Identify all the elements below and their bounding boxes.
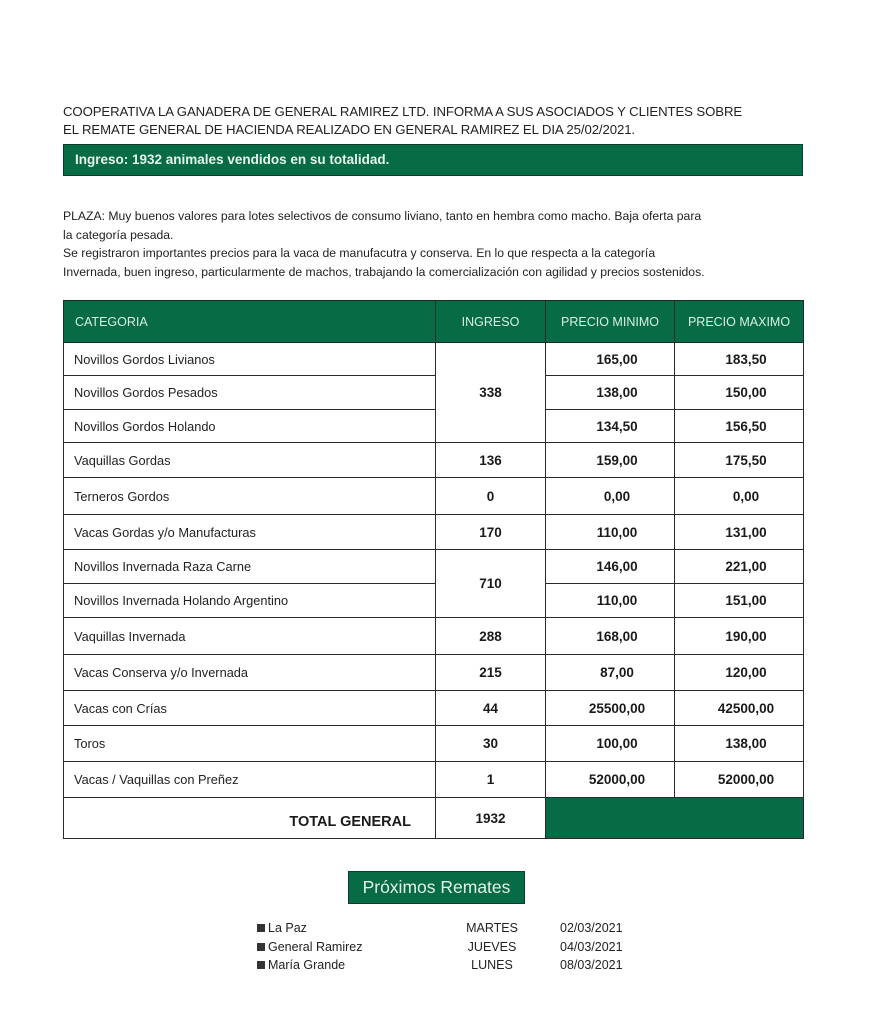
row-precio-minimo: 165,00 bbox=[546, 343, 675, 376]
row-categoria: Novillos Gordos Holando bbox=[64, 410, 436, 443]
row-precio-minimo: 159,00 bbox=[546, 443, 675, 478]
header-categoria: CATEGORIA bbox=[64, 301, 436, 343]
table-row bbox=[64, 443, 804, 478]
row-ingreso: 136 bbox=[436, 443, 546, 478]
row-ingreso: 0 bbox=[436, 478, 546, 515]
row-precio-maximo: 151,00 bbox=[675, 584, 804, 618]
square-bullet-icon bbox=[257, 924, 265, 932]
row-precio-maximo: 190,00 bbox=[675, 618, 804, 655]
remate-fecha: 02/03/2021 bbox=[560, 921, 623, 935]
row-categoria: Vaquillas Invernada bbox=[64, 618, 436, 655]
row-precio-minimo: 110,00 bbox=[546, 515, 675, 550]
row-precio-minimo: 100,00 bbox=[546, 726, 675, 762]
row-precio-maximo: 42500,00 bbox=[675, 691, 804, 726]
table-row bbox=[64, 478, 804, 515]
header-ingreso: INGRESO bbox=[436, 301, 546, 343]
plaza-line-2: la categoría pesada. bbox=[63, 227, 174, 242]
plaza-line-3: Se registraron importantes precios para la vaca de manufacutra y conserva. En lo que respecta a la categoría bbox=[63, 246, 656, 260]
row-precio-maximo: 138,00 bbox=[675, 726, 804, 762]
row-precio-maximo: 120,00 bbox=[675, 655, 804, 691]
row-categoria: Vacas Conserva y/o Invernada bbox=[64, 655, 436, 691]
plaza-text bbox=[63, 207, 803, 281]
row-precio-minimo: 168,00 bbox=[546, 618, 675, 655]
row-precio-minimo: 146,00 bbox=[546, 550, 675, 584]
intro-text bbox=[63, 103, 823, 139]
row-categoria: Terneros Gordos bbox=[64, 478, 436, 515]
row-precio-maximo: 150,00 bbox=[675, 376, 804, 410]
intro-line-1: COOPERATIVA LA GANADERA DE GENERAL RAMIREZ LTD. INFORMA A SUS ASOCIADOS Y CLIENTES SOBRE bbox=[63, 104, 743, 119]
table-row bbox=[64, 550, 804, 584]
total-value: 1932 bbox=[436, 798, 546, 839]
table-row bbox=[64, 655, 804, 691]
table-row bbox=[64, 618, 804, 655]
row-precio-maximo: 0,00 bbox=[675, 478, 804, 515]
square-bullet-icon bbox=[257, 943, 265, 951]
intro-line-2: EL REMATE GENERAL DE HACIENDA REALIZADO EN GENERAL RAMIREZ EL DIA 25/02/2021. bbox=[63, 122, 635, 137]
row-categoria: Vacas con Crías bbox=[64, 691, 436, 726]
row-precio-maximo: 131,00 bbox=[675, 515, 804, 550]
price-table bbox=[63, 300, 804, 839]
plaza-line-1: PLAZA: Muy buenos valores para lotes selectivos de consumo liviano, tanto en hembra como macho. Baja oferta para bbox=[63, 209, 702, 223]
header-precio-minimo: PRECIO MINIMO bbox=[546, 301, 675, 343]
row-categoria: Novillos Gordos Pesados bbox=[64, 376, 436, 410]
row-precio-minimo: 138,00 bbox=[546, 376, 675, 410]
row-ingreso: 170 bbox=[436, 515, 546, 550]
remate-dia: LUNES bbox=[471, 958, 513, 972]
row-ingreso: 710 bbox=[436, 550, 546, 618]
row-precio-maximo: 221,00 bbox=[675, 550, 804, 584]
table-row bbox=[64, 726, 804, 762]
row-precio-maximo: 183,50 bbox=[675, 343, 804, 376]
row-ingreso: 1 bbox=[436, 762, 546, 798]
row-categoria: Vaquillas Gordas bbox=[64, 443, 436, 478]
remate-lugar: General Ramirez bbox=[268, 939, 363, 954]
list-item bbox=[257, 919, 657, 938]
row-ingreso: 30 bbox=[436, 726, 546, 762]
list-item bbox=[257, 938, 657, 957]
row-precio-minimo: 87,00 bbox=[546, 655, 675, 691]
total-row bbox=[64, 798, 804, 839]
row-precio-maximo: 52000,00 bbox=[675, 762, 804, 798]
row-precio-minimo: 25500,00 bbox=[546, 691, 675, 726]
remate-lugar: María Grande bbox=[268, 958, 346, 972]
row-precio-maximo: 175,50 bbox=[675, 443, 804, 478]
total-label: TOTAL GENERAL bbox=[64, 798, 436, 839]
proximos-remates-list bbox=[257, 919, 657, 975]
total-green-fill bbox=[546, 798, 804, 839]
plaza-line-4: Invernada, buen ingreso, particularmente de machos, trabajando la comercialización con agilidad y precios sostenidos. bbox=[63, 264, 705, 279]
row-categoria: Novillos Invernada Holando Argentino bbox=[64, 584, 436, 618]
row-ingreso: 44 bbox=[436, 691, 546, 726]
remate-lugar: La Paz bbox=[268, 921, 307, 935]
table-row bbox=[64, 515, 804, 550]
table-row bbox=[64, 410, 804, 443]
row-categoria: Vacas / Vaquillas con Preñez bbox=[64, 762, 436, 798]
remate-fecha: 08/03/2021 bbox=[560, 958, 623, 972]
row-categoria: Novillos Gordos Livianos bbox=[64, 343, 436, 376]
row-precio-minimo: 110,00 bbox=[546, 584, 675, 618]
table-row bbox=[64, 343, 804, 376]
row-categoria: Toros bbox=[64, 726, 436, 762]
remate-dia: MARTES bbox=[466, 921, 518, 935]
proximos-remates-title: Próximos Remates bbox=[348, 871, 525, 904]
list-item bbox=[257, 956, 657, 975]
header-precio-maximo: PRECIO MAXIMO bbox=[675, 301, 804, 343]
row-ingreso: 288 bbox=[436, 618, 546, 655]
row-ingreso: 338 bbox=[436, 343, 546, 443]
table-row bbox=[64, 691, 804, 726]
row-precio-minimo: 134,50 bbox=[546, 410, 675, 443]
table-row bbox=[64, 762, 804, 798]
remate-dia: JUEVES bbox=[467, 939, 517, 954]
row-ingreso: 215 bbox=[436, 655, 546, 691]
row-categoria: Vacas Gordas y/o Manufacturas bbox=[64, 515, 436, 550]
table-row bbox=[64, 584, 804, 618]
row-precio-maximo: 156,50 bbox=[675, 410, 804, 443]
table-row bbox=[64, 376, 804, 410]
ingreso-banner: Ingreso: 1932 animales vendidos en su totalidad. bbox=[63, 144, 803, 176]
row-precio-minimo: 52000,00 bbox=[546, 762, 675, 798]
table-header-row bbox=[64, 301, 804, 343]
row-precio-minimo: 0,00 bbox=[546, 478, 675, 515]
row-categoria: Novillos Invernada Raza Carne bbox=[64, 550, 436, 584]
remate-fecha: 04/03/2021 bbox=[560, 939, 623, 954]
square-bullet-icon bbox=[257, 961, 265, 969]
